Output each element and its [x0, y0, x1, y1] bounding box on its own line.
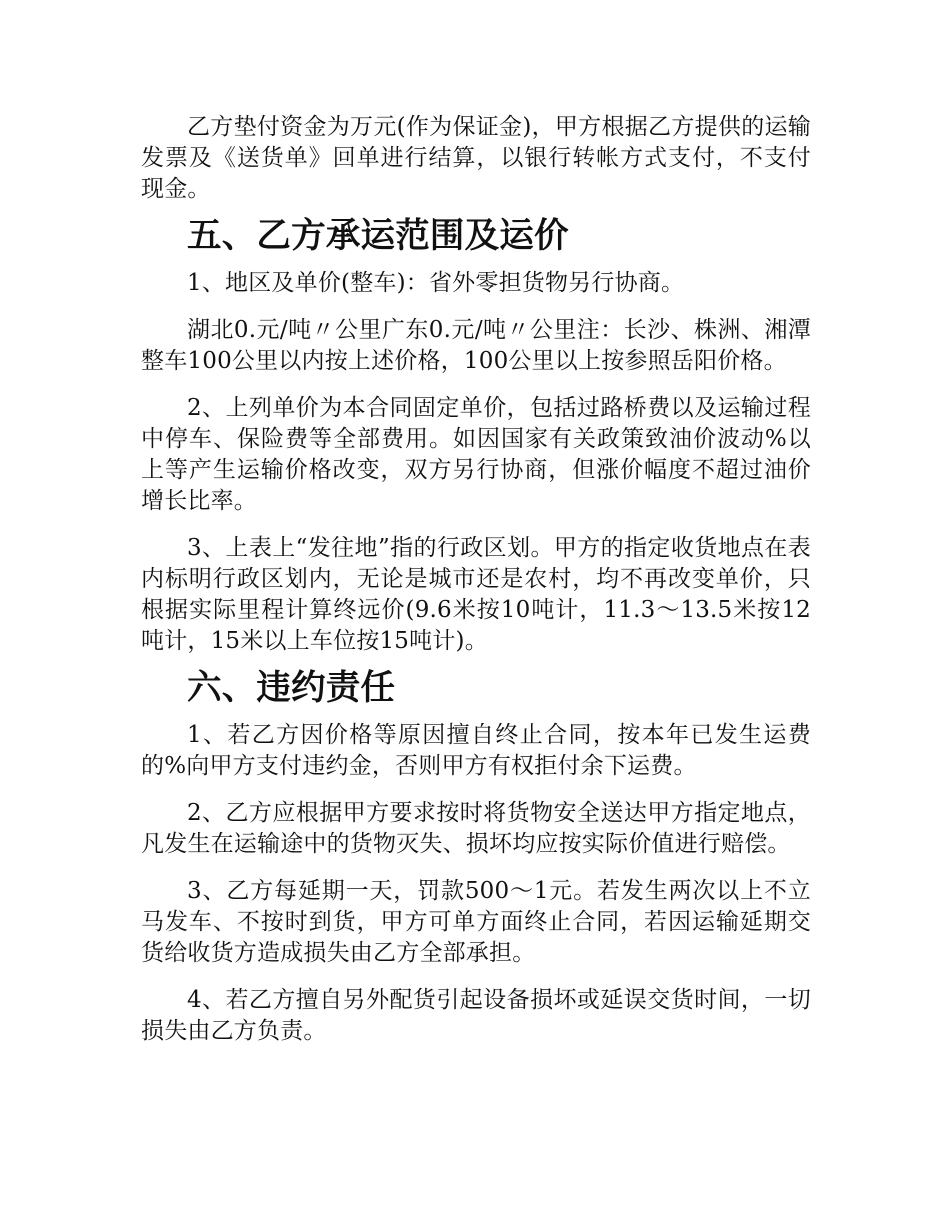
heading-scope-and-rates: 五、乙方承运范围及运价 [187, 216, 569, 256]
paragraph-region-unit-price: 1、地区及单价(整车)：省外零担货物另行协商。 [187, 270, 685, 296]
paragraph-termination-penalty: 1、若乙方因价格等原因擅自终止合同，按本年已发生运费的%向甲方支付违约金，否则甲方有权拒付余下运费。 [141, 722, 811, 779]
heading-breach-liability: 六、违约责任 [187, 668, 396, 708]
document-page [141, 112, 811, 1063]
paragraph-destination-definition: 3、上表上“发往地”指的行政区划。甲方的指定收货地点在表内标明行政区划内，无论是城市还是农村，均不再改变单价，只根据实际里程计算终远价(9.6米按10吨计，11.3～13.5米按12吨计，15米以上车位按15吨计)。 [141, 535, 811, 654]
paragraph-deposit-payment: 乙方垫付资金为万元(作为保证金)，甲方根据乙方提供的运输发票及《送货单》回单进行结算，以银行转帐方式支付，不支付现金。 [141, 114, 811, 202]
paragraph-fixed-unit-price: 2、上列单价为本合同固定单价，包括过路桥费以及运输过程中停车、保险费等全部费用。如因国家有关政策致油价波动%以上等产生运输价格改变，双方另行协商，但涨价幅度不超过油价增长比率。 [141, 395, 811, 514]
paragraph-delay-fine: 3、乙方每延期一天，罚款500～1元。若发生两次以上不立马发车、不按时到货，甲方可单方面终止合同，若因运输延期交货给收货方造成损失由乙方全部承担。 [141, 878, 811, 966]
paragraph-unauthorized-loading: 4、若乙方擅自另外配货引起设备损坏或延误交货时间，一切损失由乙方负责。 [141, 987, 811, 1044]
paragraph-hubei-guangdong-rates: 湖北0.元/吨〃公里广东0.元/吨〃公里注：长沙、株洲、湘潭整车100公里以内按上述价格，100公里以上按参照岳阳价格。 [141, 317, 811, 374]
paragraph-safe-delivery: 2、乙方应根据甲方要求按时将货物安全送达甲方指定地点，凡发生在运输途中的货物灭失、损坏均应按实际价值进行赔偿。 [141, 800, 811, 857]
